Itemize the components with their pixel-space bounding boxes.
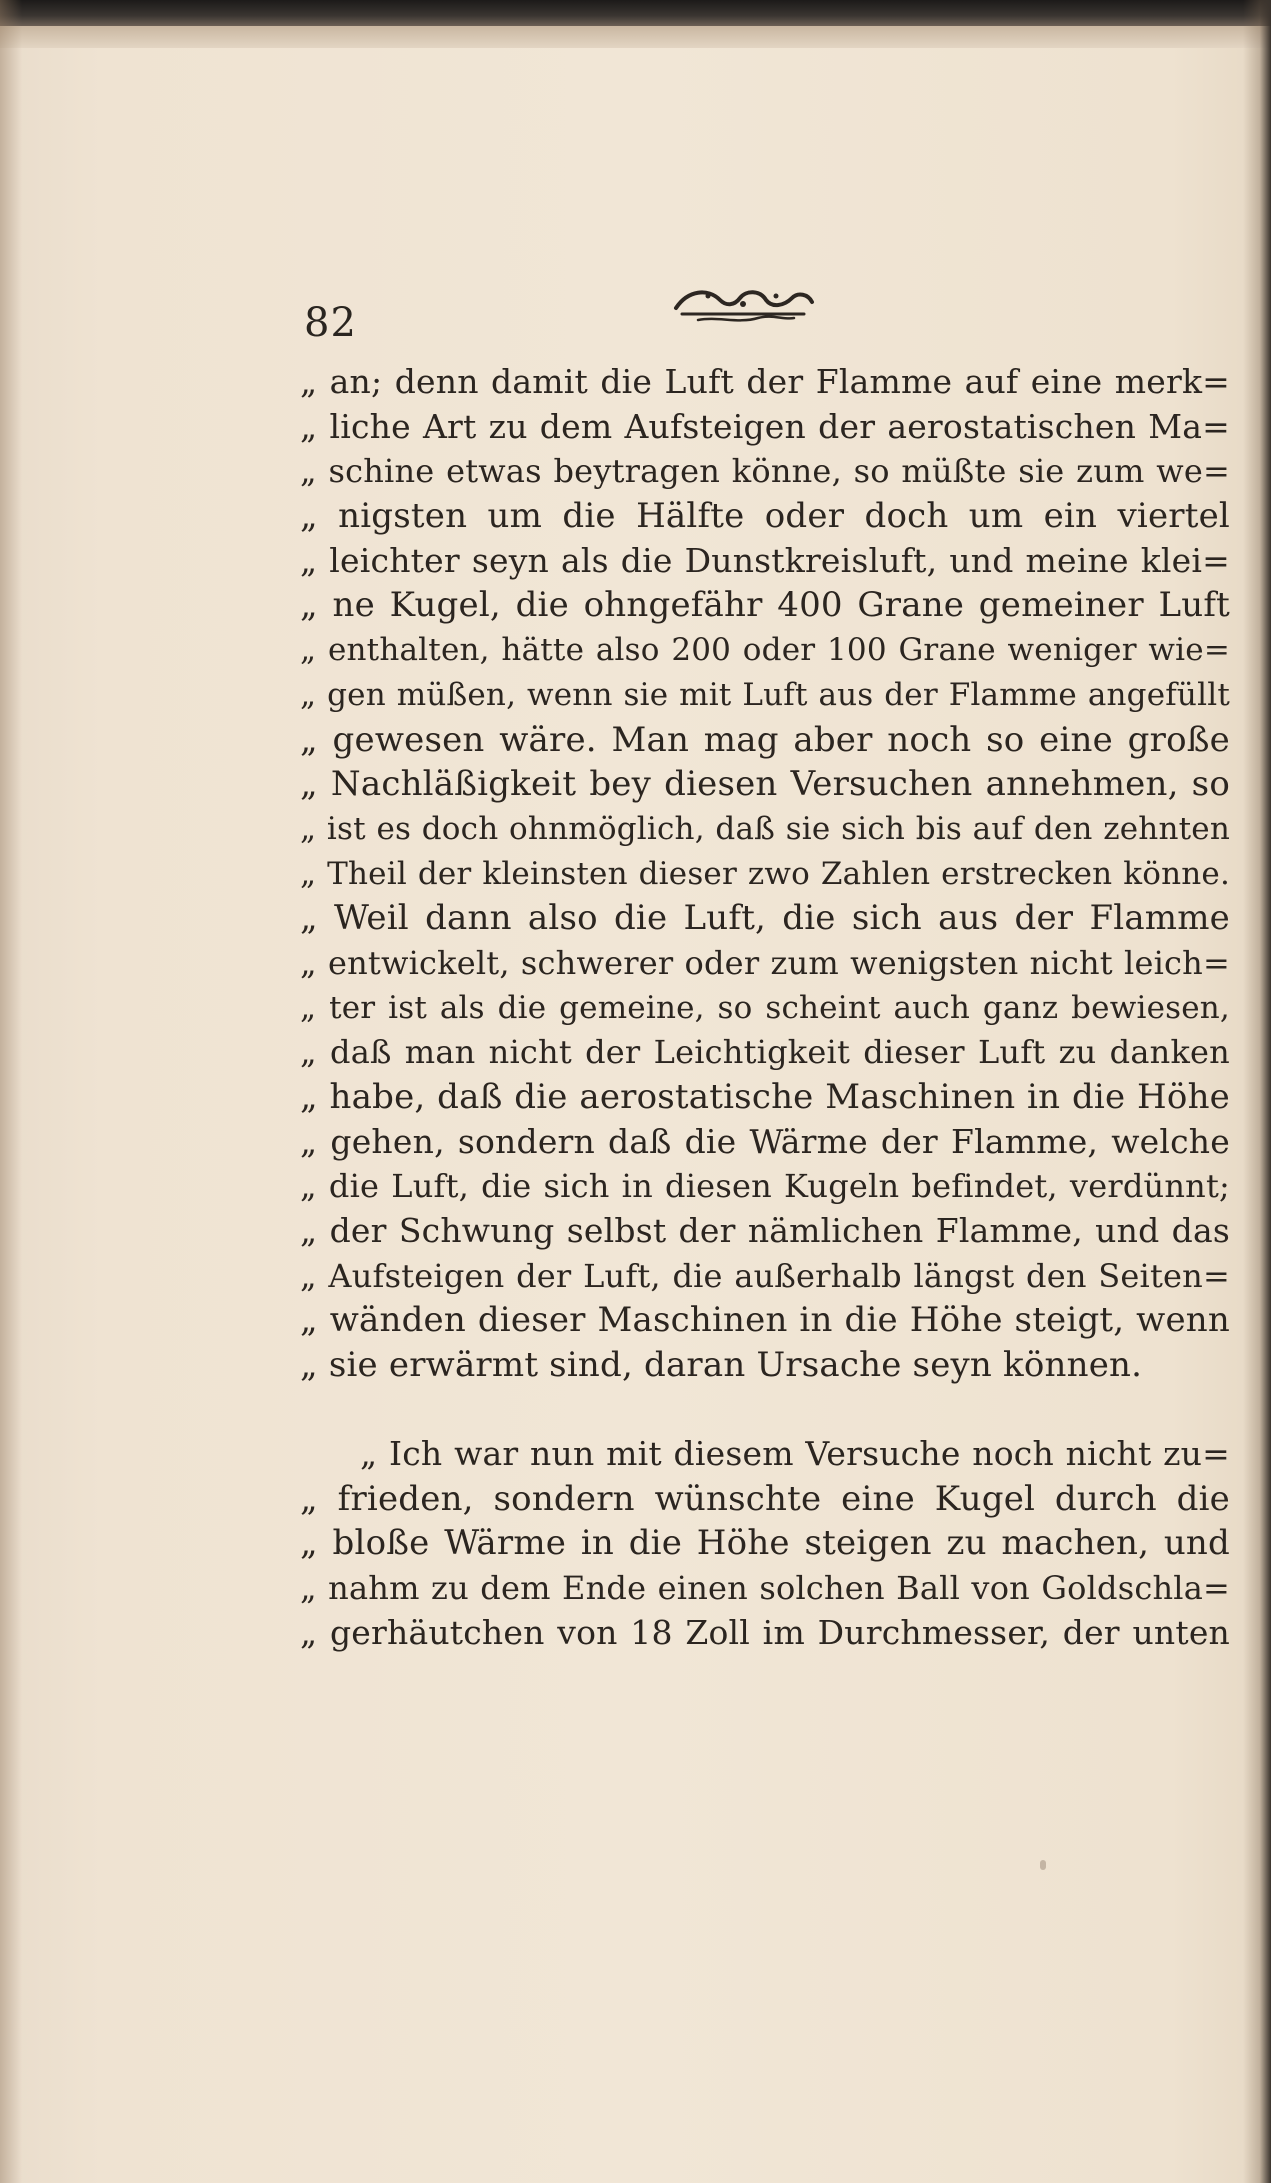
text-line: „ leichter seyn als die Dunstkreisluft, und meine klei= bbox=[300, 540, 1230, 580]
text-line: „ daß man nicht der Leichtigkeit dieser Luft zu danken bbox=[300, 1033, 1230, 1072]
text-line: „ Ich war nun mit diesem Versuche noch nicht zu= bbox=[360, 1433, 1230, 1473]
text-line: „ Nachläßigkeit bey diesen Versuchen annehmen, so bbox=[300, 764, 1230, 805]
body-text bbox=[300, 360, 1230, 1655]
text-line: „ gewesen wäre. Man mag aber noch so eine große bbox=[300, 719, 1230, 760]
paper-mark bbox=[1040, 1860, 1046, 1870]
scan-top-border bbox=[0, 0, 1271, 26]
page-left-shadow bbox=[0, 0, 22, 2183]
text-line: „ sie erwärmt sind, daran Ursache seyn können. bbox=[300, 1345, 1143, 1386]
text-line: „ Aufsteigen der Luft, die außerhalb längst den Seiten= bbox=[300, 1256, 1230, 1295]
text-line: „ bloße Wärme in die Höhe steigen zu machen, und bbox=[300, 1523, 1230, 1564]
text-line: „ an; denn damit die Luft der Flamme auf eine merk= bbox=[300, 362, 1230, 401]
paragraph bbox=[300, 360, 1230, 1388]
text-line: „ gerhäutchen von 18 Zoll im Durchmesser, der unten bbox=[300, 1612, 1230, 1652]
page-number: 82 bbox=[304, 300, 357, 346]
text-line: „ gehen, sondern daß die Wärme der Flamme, welche bbox=[300, 1121, 1230, 1161]
text-line: „ habe, daß die aerostatische Maschinen in die Höhe bbox=[300, 1077, 1230, 1117]
text-line: „ der Schwung selbst der nämlichen Flamme, und das bbox=[300, 1211, 1230, 1251]
text-line: „ gen müßen, wenn sie mit Luft aus der Flamme angefüllt bbox=[300, 676, 1230, 713]
page-top-edge bbox=[0, 26, 1271, 48]
text-line: „ liche Art zu dem Aufsteigen der aerostatischen Ma= bbox=[300, 406, 1230, 446]
text-line: „ frieden, sondern wünschte eine Kugel durch die bbox=[300, 1478, 1230, 1519]
text-line: „ schine etwas beytragen könne, so müßte sie zum we= bbox=[300, 452, 1230, 491]
text-line: „ entwickelt, schwerer oder zum wenigsten nicht leich= bbox=[300, 943, 1230, 982]
text-line: „ nahm zu dem Ende einen solchen Ball von Goldschla= bbox=[300, 1568, 1230, 1607]
text-line: „ enthalten, hätte also 200 oder 100 Grane weniger wie= bbox=[300, 632, 1230, 669]
page-right-edge bbox=[1243, 0, 1271, 2183]
paragraph-gap bbox=[300, 1388, 1230, 1432]
text-line: „ ter ist als die gemeine, so scheint auch ganz bewiesen, bbox=[300, 989, 1230, 1026]
text-line: „ Theil der kleinsten dieser zwo Zahlen erstrecken könne. bbox=[300, 855, 1230, 892]
paragraph bbox=[300, 1432, 1230, 1655]
text-line: „ Weil dann also die Luft, die sich aus der Flamme bbox=[300, 898, 1230, 939]
text-line: „ ist es doch ohnmöglich, daß sie sich bis auf den zehnten bbox=[300, 810, 1230, 847]
text-line: „ die Luft, die sich in diesen Kugeln befindet, verdünnt; bbox=[300, 1167, 1230, 1206]
text-line: „ nigsten um die Hälfte oder doch um ein viertel bbox=[300, 496, 1230, 537]
text-line: „ wänden dieser Maschinen in die Höhe steigt, wenn bbox=[300, 1300, 1230, 1341]
text-line: „ ne Kugel, die ohngefähr 400 Grane gemeiner Luft bbox=[300, 585, 1230, 626]
decorative-flourish-icon bbox=[668, 280, 818, 326]
